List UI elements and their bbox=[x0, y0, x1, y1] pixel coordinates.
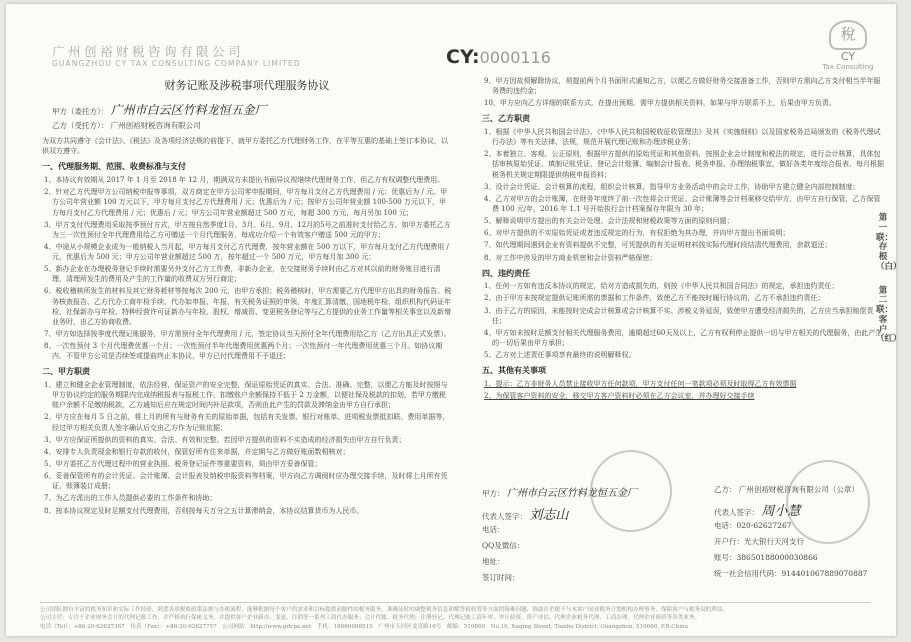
logo-emblem-icon: 稅 bbox=[829, 20, 867, 50]
clause-1-5: 5、新办企业在办理税务登记手续时需要另外支付乙方工作费，非新办企业，在交接财务手续时由乙方对其以前的财务账目进行清理，清理所发生的费用及产生的工作量的收费双方另行商定； bbox=[44, 265, 441, 284]
logo-subtext: Tax Consulting bbox=[822, 63, 874, 71]
party-b-name: 广州创裕财税咨询有限公司 bbox=[110, 121, 201, 131]
clause-2-10: 10、甲方应向乙方详细的联系方式，在提出预期，需甲方提供相关资料，如果与甲方联系不上，后果由甲方负责。 bbox=[484, 99, 836, 108]
clause-1-2: 2、针对乙方代理甲方公司纳税申报等事项，双方商定在甲方公司零申报期间，甲方每月支付乙方代理费用 / 元；优惠后为 / 元。甲方公司年营业额 100 万元以下，甲方每月支付乙方代理费用 / 元；优惠后为 / 元；按甲方公司年营业额 100-500 万元以下，甲方每月支付乙方代理费用 / 元；优惠后 / 元；甲方公司年营业额超过 500 万元，每超 300 万元，每月另加 100 元； bbox=[44, 188, 448, 217]
right-column bbox=[482, 76, 884, 403]
clause-2-9: 9、甲方因故须解除协议，须提前两个月书面形式通知乙方，以便乙方做好财务交接准备工作，否则甲方需向乙方支付相当半年服务费的违约金； bbox=[484, 77, 881, 96]
party-b-sign-name: 广州创裕财税咨询有限公司（公章） bbox=[738, 485, 859, 494]
party-b-line bbox=[52, 121, 452, 132]
serial-prefix: CY: bbox=[446, 46, 480, 68]
clause-1-3: 3、甲方支付代理费用采取按季预付方式，甲方按自然季度1月、3月、6月、9月、12月的5号之前准时支付给乙方。如甲方委托乙方为三一次性预付全年代理费用给乙方可赠送一个月代理服务，每成功介绍一个有效客户赠送 500 元的甲方； bbox=[44, 220, 451, 239]
clause-4-2: 2、由于甲方未按规定提供记账所需的票据和工作条件，致使乙方不能按时履行协议的，乙方不承担违约责任； bbox=[484, 294, 825, 303]
clause-2-8: 8、按本协议规定及时足额支付代理费用，否则按每天万分之五计算滞纳金，本协议结算货币为人民币。 bbox=[44, 506, 364, 515]
company-name-cn: 广州创裕财税咨询有限公司 bbox=[52, 44, 245, 59]
footer-line-1: 公司团队拥有丰富的税务知识和实际工作经验，熟悉各项税收政策法规与办税流程，能够根据每个客户的需求和目标提供前瞻性的税务服务，准确及时的调整税务信息和解答税收筹等方面的疑难问题，协助在企税不与本客户同业税务计划机构办理事务，保障客户与税务局的利益。 bbox=[40, 607, 729, 613]
company-name-en: GUANGZHOU CY TAX CONSULTING COMPANY LIMITED bbox=[52, 59, 301, 68]
party-b-account bbox=[714, 552, 818, 563]
party-a-qq: QQ及微信： bbox=[482, 541, 525, 550]
party-b-label: 乙方（受托方）： bbox=[52, 121, 109, 131]
clause-1-7: 7、甲方如选择按季度代理记账服务，甲方需预付全年代理费用 / 元，签定协议当天预付全年代理费用给乙方（乙方出具正式发票）。 bbox=[44, 330, 451, 339]
serial-value: 0000116 bbox=[479, 48, 551, 67]
section-4-heading: 四、违约责任 bbox=[482, 267, 530, 278]
copy-strip bbox=[876, 213, 902, 345]
clause-1-4: 4、中途从小规模企业成为一般纳税人当月起，甲方每月支付乙方代理费，按年营业额在 500 万以下，甲方每月支付乙方代理费用 / 元，优惠后为 500 元；甲方公司年营业额超过 500 万，按年超过一个 500 万元，甲方每月加 300 元； bbox=[44, 242, 449, 262]
clause-3-2: 2、本着独立、客观、公正原则，根据甲方提供的原始凭证和其他资料，按照企业会计制度和税法的规定，进行会计核算，具体包括审核原始凭证、填制记账凭证、登记会计账簿、编制会计报表、税务申报、办理纳税事宜，做好各类年度综合报表、每月根据税务机关规定期限提供纳税申报资料； bbox=[484, 150, 884, 179]
clause-5-2: 2、为保管客户资料的安全，移交甲方客户资料时必须在乙方会议室，并办理好交接手续 bbox=[484, 392, 755, 401]
clause-2-6: 6、妥善保管所有的会计凭证、会计账簿、会计报表及纳税申报资料等档案，甲方向乙方调阅时应办理交接手续，及时将上月所有凭证、账簿装订成册； bbox=[44, 472, 448, 491]
clause-2-1: 1、建立和健全企业管理制度，依法经营，保证资产的安全完整，保证原始凭证的真实、合法、准确、完整，以便乙方能及时按照与甲方协议约定的服务期限内完成纳税报表与报税工作，扣缴账户余额保持不低于 2 万金额，以便社保及税款的扣划，若甲方缴税账户余额不足缴纳税款，乙方通知后应在规定时间内补足款项，否则由此产生的罚款及滞纳金由甲方自行承担； bbox=[44, 381, 448, 410]
footer-line-2: 公司主营：专注于企业财务会计的代理记账工作，并严格执行保密义务，并提供客户企业新办、变更、注销等一系列工商代办服务；会计代账、税务代理、注册登记、代理记账工商年审、审计验资、资产评估、代理企业税务代理、工商办理、代理企业资质等各类业务。 bbox=[40, 615, 701, 622]
party-a-rep-line bbox=[482, 504, 568, 523]
logo-text: CY bbox=[840, 50, 856, 63]
left-column bbox=[42, 76, 452, 518]
clause-3-4: 4、乙方对甲方的会计账簿，在财务年度终了前一次性将会计凭证、会计账簿等会计档案移交给甲方，由甲方自行保管，乙方保管费 100 元/年，2016 年 1.1 号开始执行会计档案保存年限为 30 年； bbox=[484, 194, 881, 213]
party-b-credit-number: 914401067889070887 bbox=[781, 569, 868, 578]
agreement-title: 财务记账及涉税事项代理服务协议 bbox=[164, 79, 330, 92]
clause-4-3: 3、由于乙方的原因，未能按时完成会计核算或会计核算不实、涉税义务延误，致使甲方遭受经济损失的，乙方应当承担赔偿责任； bbox=[484, 306, 874, 325]
clause-4-5: 5、乙方对上述责任事项享有最终的说明解释权。 bbox=[484, 351, 636, 360]
clause-3-8: 8、对工作中涉及的甲方商业机密和会计资料严格保密； bbox=[484, 253, 657, 262]
clause-1-1: 1、本协议有效期从 2017 年 1 月至 2018 年 12 月，期满双方未提出书面异议视继续代理财务工作，但乙方有权调整代理费用。 bbox=[44, 176, 445, 185]
clause-2-3: 3、甲方应保证所提供的资料的真实、合法、有效和完整。若因甲方提供的资料不实造成的经济损失由甲方自行负责； bbox=[44, 435, 406, 444]
party-a-tel: 电话： bbox=[482, 525, 505, 534]
section-1-heading: 一、代理服务期、范围、收费标准与支付 bbox=[42, 161, 186, 172]
party-a-address: 地址： bbox=[482, 557, 505, 566]
section-3-heading: 三、乙方职责 bbox=[482, 113, 530, 124]
party-b-bank: 开户行：光大银行天河支行 bbox=[714, 537, 804, 546]
contract-page bbox=[6, 4, 902, 636]
clause-3-1: 1、根据《中华人民共和国会计法》、《中华人民共和国税收征收管理法》及其《实施细则》以及国家税务总局颁发的《税务代理试行办法》等有关法律、法规，规范开展代理记账和办理涉税业务； bbox=[484, 128, 881, 147]
party-a-handwritten-name: 广州市白云区竹料龙恒五金厂 bbox=[110, 102, 267, 117]
party-a-sign-label: 甲方： bbox=[482, 489, 505, 498]
section-5-heading: 五、其他有关事项 bbox=[482, 365, 546, 376]
party-b-rep-label: 代表人签字： bbox=[714, 508, 759, 517]
sign-date: 签订时间： bbox=[482, 573, 520, 582]
page-footer bbox=[40, 602, 870, 631]
party-a-sign-line bbox=[482, 484, 637, 499]
signature-block bbox=[482, 476, 882, 594]
clause-4-1: 1、任何一方如有违反本协议的规定，给对方造成损失的，则按《中华人民共和国合同法》的规定，承担违约责任； bbox=[484, 282, 839, 291]
party-b-rep-line bbox=[714, 500, 800, 519]
company-logo bbox=[818, 20, 878, 71]
clause-5-1: 1、提示：乙方非财务人员禁止接收甲方任何款项，甲方支付任何一笔款项必须及时取得乙方有效票据 bbox=[484, 379, 797, 388]
clause-3-6: 6、对甲方提供的不实原始凭证或者违反规定的行为，有权拒绝为其办理，并向甲方提出书面说明； bbox=[484, 229, 790, 238]
party-b-account-label: 账号： bbox=[714, 553, 737, 562]
party-b-rep-signature: 周小慧 bbox=[761, 504, 801, 519]
party-b-sign-label: 乙方： bbox=[714, 485, 737, 494]
party-b-sign-line bbox=[714, 484, 859, 495]
party-b-tel: 电话：020-62627267 bbox=[714, 521, 792, 530]
clause-3-5: 5、解释说明甲方提出的有关会计处理、会计法规和财税政策等方面的原则问题； bbox=[484, 217, 734, 226]
party-b-credit-label: 统一社会信用代码： bbox=[714, 569, 782, 578]
party-b-account-number: 38650188000030866 bbox=[736, 553, 818, 562]
clause-2-7: 7、为乙方派出的工作人员提供必要的工作条件和协助； bbox=[44, 494, 217, 503]
party-a-rep-signature: 刘志山 bbox=[529, 508, 569, 523]
copy-1-label: 第一联：存根（白） bbox=[876, 213, 902, 272]
clause-1-8: 8、一次性预付 3 个月代理费优惠一个月；一次性预付半年代理费用优惠两个月；一次性预付一年代理费用优惠三个月。如协议期内，不管甲方公司是否续签或提前终止本协议，甲方已付代理费用不予退还； bbox=[44, 342, 443, 361]
intro-paragraph: 为双方共同遵守《会计法》、《税法》及各项经济法规的前提下，就甲方委托乙方代理财务工作，在平等互惠的基础上签订本协议，以供双方遵守。 bbox=[42, 137, 448, 156]
clause-2-4: 4、安排专人负责现金和银行存款的收付，保管好所有往来单据，并定期与乙方做好账面数相核对； bbox=[44, 447, 350, 456]
clause-3-7: 7、如代理期间遇到企业有资料提供不完整，可凭提供的有关证明材料按实际代理时段结清代理费用，余款退还； bbox=[484, 241, 832, 250]
footer-line-3: 电话（Tel）：+86-20-62627367 传真（Fax）：+86-20-62627757 公司网站：http://www.gdcpa.net 手机：18666098515 广州市天河区龙奇路16号 邮编：510660 No.16, Xuqing Street, Tianhe District, Guangzhou, 510660, P.R.China bbox=[40, 623, 688, 630]
clause-2-2: 2、甲方应在每月 5 日之前，将上月的所有与财务有关的原始单据，包括有关发票、银行对账单、进项税发票抵扣联、费用单据等，经过甲方相关负责人签字确认后交由乙方作为记账依据； bbox=[44, 413, 450, 432]
section-2-heading: 二、甲方职责 bbox=[42, 366, 90, 377]
party-a-rep-label: 代表人签字： bbox=[482, 512, 527, 521]
party-a-sign-name: 广州市白云区竹料龙恒五金厂 bbox=[506, 488, 637, 499]
clause-3-3: 3、设计会计凭证、会计核算的流程，组织会计核算，指导甲方业务活动中的会计工作，协助甲方建立健全内部控制制度； bbox=[484, 182, 860, 191]
clause-1-6: 6、税收稽核所发生的材料及其它财务耗材等按每次 200 元，由甲方承担；税务稽核时，甲方需要乙方代理甲方出具的财务报告、税务核查报告、乙方代办工商年检手续、代办如申报、年报、有关税务证照的申领、年度汇算清缴、国地税年检、组织机构代码证年检、社保新办与年检、特种经营许可证新办与年检、股权、增减资、变更税务登记等与乙方提供的业务工作量等相关事宜以及新增业务时，由乙方协商收费。 bbox=[44, 287, 452, 326]
clause-4-4: 4、甲方如未按时足额支付相关代理服务费用，逾期超过60天及以上，乙方有权利停止提供一切与甲方相关的代理服务，由此产生的一切后果由甲方承担； bbox=[484, 328, 883, 347]
serial-number bbox=[446, 46, 551, 68]
copy-2-label: 第二联：客户（红） bbox=[876, 285, 902, 345]
clause-2-5: 5、甲方委托乙方代理过程中的营业执照、税务登记证件等重要资料，须由甲方妥善保管； bbox=[44, 460, 322, 469]
party-b-credit-code bbox=[714, 568, 867, 579]
party-a-label: 甲方（委托方）： bbox=[52, 106, 109, 116]
party-a-line bbox=[52, 102, 452, 119]
